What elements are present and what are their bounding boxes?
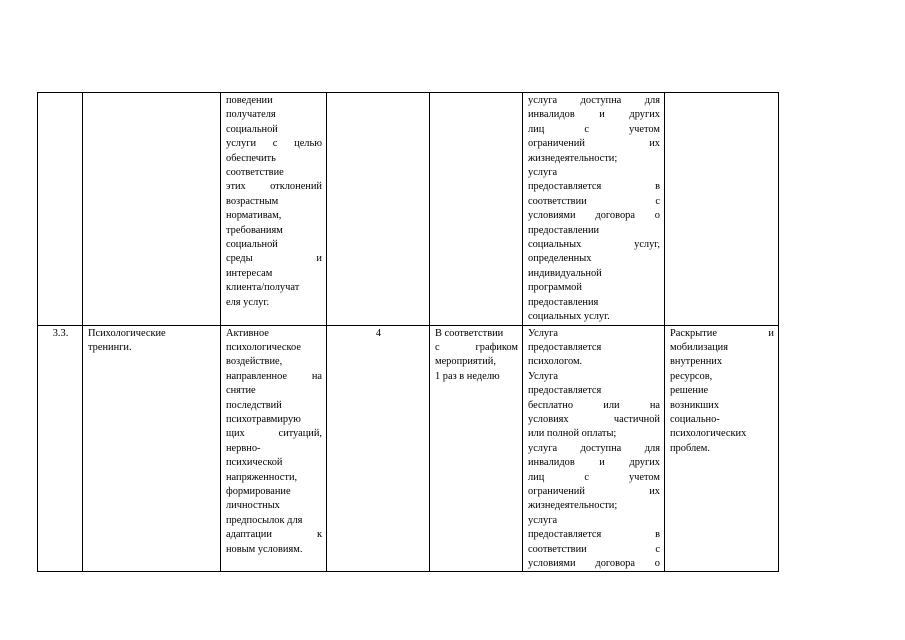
text-line: предоставления [528, 296, 599, 308]
text-line: социально- [670, 413, 720, 425]
text-line: психологическое [226, 341, 301, 353]
text-line: предоставляется в [528, 529, 660, 541]
text-line: предоставляется [528, 341, 602, 353]
table-row [38, 93, 779, 326]
result-cell [665, 93, 779, 326]
result-cell [665, 325, 779, 572]
volume-cell [327, 93, 430, 326]
text-line: еля услуг. [226, 296, 270, 308]
text-line: внутренних [670, 356, 723, 368]
text-line: тренинги. [88, 341, 132, 353]
text-line: условиями договора о [528, 558, 660, 569]
text-line: инвалидов и других [528, 109, 660, 121]
text-line: интересам [226, 267, 273, 279]
text-line: услуга [528, 167, 558, 179]
text-line: условиях частичной [528, 413, 660, 425]
text-line: обеспечить [226, 152, 276, 164]
text-line: условиями договора о [528, 210, 660, 222]
text-line: 1 раз в неделю [435, 370, 500, 382]
text-line: услуга доступна для [528, 442, 660, 454]
table-row [38, 325, 779, 572]
text-line: клиента/получат [226, 282, 300, 294]
text-line: услуга доступна для [528, 95, 660, 106]
text-line: программой [528, 282, 582, 294]
text-line: адаптации к [226, 529, 322, 541]
text-line: психической [226, 457, 283, 469]
text-line: социальной [226, 239, 278, 251]
text-line: предпосылок для [226, 514, 303, 526]
text-line: последствий [226, 399, 282, 411]
text-line: индивидуальной [528, 267, 602, 279]
text-line: соответствии с [528, 195, 660, 207]
text-line: возрастным [226, 195, 279, 207]
text-line: социальных услуг. [528, 311, 610, 323]
text-line: соответствии с [528, 543, 660, 555]
service-content-cell [221, 93, 327, 326]
text-line: решение [670, 385, 709, 397]
volume-cell: 4 [327, 325, 430, 572]
text-line: психотравмирую [226, 413, 301, 425]
text-line: услуга [528, 514, 558, 526]
text-line: ограничений их [528, 485, 660, 497]
text-line: Активное [226, 327, 269, 339]
services-table [37, 92, 779, 572]
text-line: Раскрытие и [670, 327, 774, 339]
text-line: инвалидов и других [528, 457, 660, 469]
text-line: ограничений их [528, 138, 660, 150]
text-line: В соответствии [435, 327, 504, 339]
text-line: лиц с учетом [528, 123, 660, 135]
text-line: Услуга [528, 370, 558, 382]
service-name-cell [83, 93, 221, 326]
text-line: психологом. [528, 356, 583, 368]
text-line: Психологические [88, 327, 166, 339]
text-line: с графиком [435, 341, 518, 353]
text-line: щих ситуаций, [226, 428, 322, 440]
text-line: требованиям [226, 224, 283, 236]
text-line: возникших [670, 399, 720, 411]
text-line: предоставляется в [528, 181, 660, 193]
text-line: мобилизация [670, 341, 728, 353]
text-line: проблем. [670, 442, 710, 454]
text-line: направленное на [226, 370, 322, 382]
text-line: нормативам, [226, 210, 282, 222]
schedule-cell [430, 325, 523, 572]
text-line: психологических [670, 428, 747, 440]
text-line: мероприятий, [435, 356, 496, 368]
text-line: предоставляется [528, 385, 602, 397]
conditions-cell [523, 93, 665, 326]
text-line: жизнедеятельности; [528, 500, 618, 512]
text-line: социальных услуг, [528, 239, 660, 251]
text-line: Услуга [528, 327, 558, 339]
text-line: бесплатно или на [528, 399, 660, 411]
text-line: предоставлении [528, 224, 600, 236]
service-name-cell [83, 325, 221, 572]
text-line: жизнедеятельности; [528, 152, 618, 164]
text-line: услуги с целью [226, 138, 322, 150]
text-line: этих отклонений [226, 181, 322, 193]
text-line: напряженности, [226, 471, 298, 483]
text-line: среды и [226, 253, 322, 265]
text-line: получателя [226, 109, 276, 121]
text-line: определенных [528, 253, 592, 265]
text-line: новым условиям. [226, 543, 303, 555]
text-line: ресурсов, [670, 370, 713, 382]
service-content-cell [221, 325, 327, 572]
text-line: нервно- [226, 442, 261, 454]
text-line: поведении [226, 95, 273, 106]
text-line: формирование [226, 485, 291, 497]
conditions-cell [523, 325, 665, 572]
row-number-cell: 3.3. [38, 325, 83, 572]
text-line: соответствие [226, 167, 284, 179]
text-line: воздействие, [226, 356, 283, 368]
schedule-cell [430, 93, 523, 326]
text-line: социальной [226, 123, 278, 135]
text-line: личностных [226, 500, 280, 512]
text-line: снятие [226, 385, 256, 397]
text-line: или полной оплаты; [528, 428, 617, 440]
text-line: лиц с учетом [528, 471, 660, 483]
row-number-cell [38, 93, 83, 326]
